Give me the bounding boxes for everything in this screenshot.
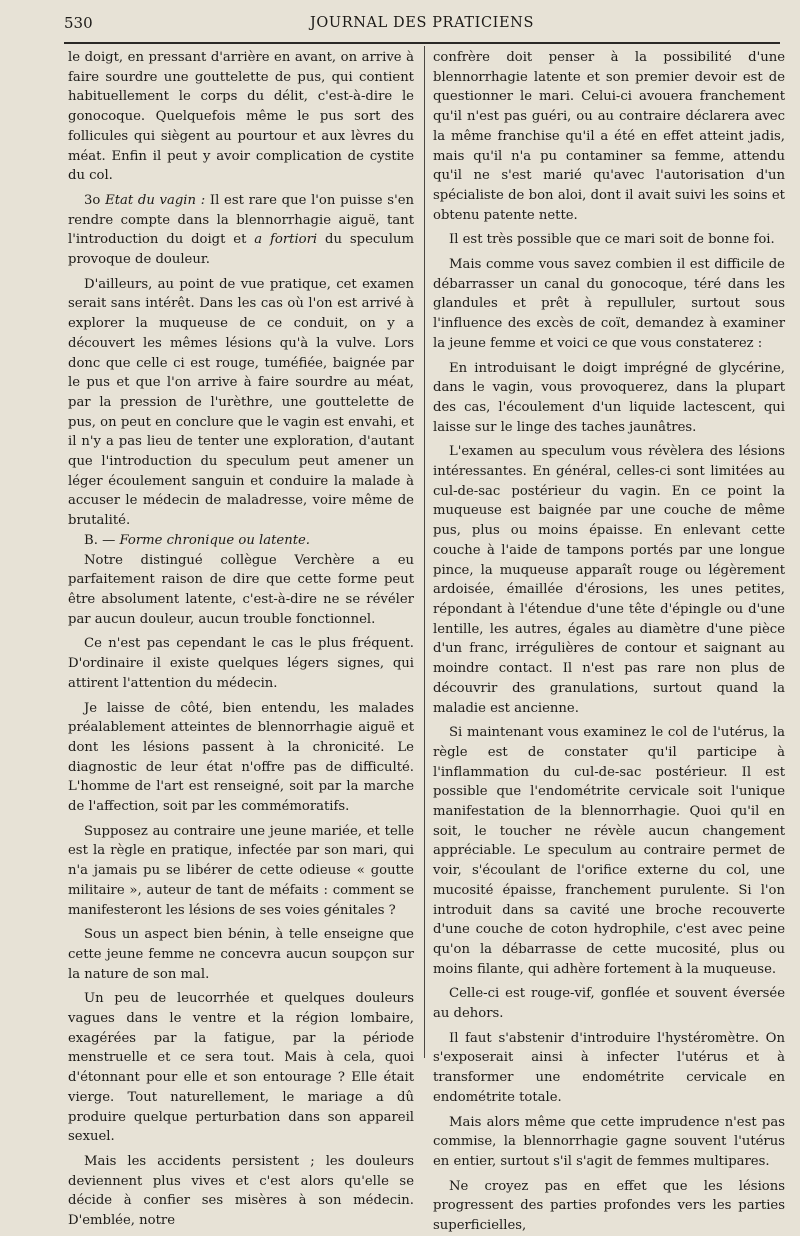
section-title: Forme chronique ou latente. [119, 532, 311, 548]
paragraph: Si maintenant vous examinez le col de l'utérus, la règle est de constater qu'il participe à l'inflammation du cul-de-sac postérieur. Il est possible que l'endométrite cervicale soit l'unique manifestation de la blennorrhagie. Quoi qu'il en soit, le toucher ne révèle aucun changement appréciable. Le speculum au contraire permet de voir, s'écoulant de l'orifice externe du col, une mucosité épaisse, franchement purulente. Si l'on introduit dans sa cavité une broche recouverte d'une couche de coton hydrophile, c'est avec peine qu'on la débarrasse de cette mucosité, plus ou moins filante, qui adhère fortement à la muqueuse. [433, 725, 785, 977]
paragraph: Un peu de leucorrhée et quelques douleurs vagues dans le ventre et la région lombaire, exagérées par la fatigue, par la période menstruelle et ce sera tout. Mais à cela, quoi d'étonnant pour elle et son entourage ? Elle était vierge. Tout naturellement, le mariage a dû produire quelque perturbation dans son appareil sexuel. [68, 991, 414, 1145]
paragraph: Mais comme vous savez combien il est difficile de débarrasser un canal du gonocoque, téré dans les glandules et prêt à repulluler, surtout sous l'influence des excès de coït, demandez à examiner la jeune femme et voici ce que vous constaterez : [433, 257, 785, 351]
section-title-italic: Etat du vagin : [105, 192, 206, 208]
paragraph: confrère doit penser à la possibilité d'une blennorrhagie latente et son premier devoir est de questionner le mari. Celui-ci avouera franchement qu'il n'est pas guéri, ou au contraire déclarera avec la même franchise qu'il a été en effet atteint jadis, mais qu'il n'a pu contaminer sa femme, attendu qu'il ne s'est marié qu'avec l'autorisation d'un spécialiste de bon aloi, dont il avait suivi les soins et obtenu patente nette. [433, 50, 785, 223]
paragraph-text: du speculum provoque de douleur. [68, 232, 414, 268]
right-column [433, 48, 785, 1236]
paragraph-text: Il est rare que l'on puisse s'en rendre compte dans la blennorrhagie aiguë, tant l'introduction du doigt et [68, 192, 414, 248]
column-divider [424, 46, 425, 1058]
paragraph-vagin [68, 191, 414, 270]
paragraph: Ne croyez pas en effet que les lésions progressent des parties profondes vers les parties superficielles, [433, 1178, 785, 1234]
paragraph: Il faut s'abstenir d'introduire l'hystéromètre. On s'exposerait ainsi à infecter l'utérus et à transformer une endométrite cervicale en endométrite totale. [433, 1030, 785, 1105]
paragraph: L'examen au speculum vous révèlera des lésions intéressantes. En général, celles-ci sont limitées au cul-de-sac postérieur du vagin. En ce point la muqueuse est baignée par une couche de même pus, plus ou moins épaisse. En enlevant cette couche à l'aide de tampons portés par une longue pince, la muqueuse apparaît rouge ou légèrement ardoisée, émaillée d'érosions, les unes petites, répondant à l'étendue d'une tête d'épingle ou d'une lentille, les autres, égales au diamètre d'une pièce d'un franc, irrégulières de contour et saignant au moindre contact. Il n'est pas rare non plus de découvrir des granulations, surtout quand la maladie est ancienne. [433, 444, 785, 716]
paragraph: le doigt, en pressant d'arrière en avant, on arrive à faire sourdre une gouttelette de pus, qui contient habituellement le corps du délit, c'est-à-dire le gonocoque. Quelquefois même le pus sort des follicules qui siègent au pourtour et aux lèvres du méat. Enfin il peut y avoir complication de cystite du col. [68, 50, 414, 184]
paragraph: Mais alors même que cette imprudence n'est pas commise, la blennorrhagie gagne souvent l'utérus en entier, surtout s'il s'agit de femmes multipares. [433, 1114, 785, 1169]
left-column [68, 48, 414, 1231]
paragraph: Mais les accidents persistent ; les douleurs deviennent plus vives et c'est alors qu'elle se décide à confier ses misères à son médecin. D'emblée, notre [68, 1153, 414, 1229]
paragraph: Celle-ci est rouge-vif, gonflée et souvent éversée au dehors. [433, 986, 785, 1022]
page-number: 530 [64, 14, 93, 32]
journal-title: JOURNAL DES PRATICIENS [310, 15, 534, 31]
paragraph: Ce n'est pas cependant le cas le plus fréquent. D'ordinaire il existe quelques légers signes, qui attirent l'attention du médecin. [68, 636, 414, 691]
paragraph: En introduisant le doigt imprégné de glycérine, dans le vagin, vous provoquerez, dans la plupart des cas, l'écoulement d'un liquide lactescent, qui laisse sur le linge des taches jaunâtres. [433, 360, 785, 435]
italic-phrase: a fortiori [254, 232, 318, 248]
paragraph: D'ailleurs, au point de vue pratique, cet examen serait sans intérêt. Dans les cas où l'on est arrivé à explorer la muqueuse de ce conduit, on y a découvert les mêmes lésions qu'à la vulve. Lors donc que celle ci est rouge, tuméfiée, baignée par le pus et que l'on arrive à faire sourdre au méat, par la pression de l'urèthre, une gouttelette de pus, on peut en conclure que le vagin est envahi, et il n'y a pas lieu de tenter une exploration, d'autant que l'introduction du speculum peut amener un léger écoulement sanguin et conduire la malade à accuser le médecin de maladresse, voire même de brutalité. [68, 276, 414, 529]
section-letter: B. — [84, 532, 116, 548]
paragraph: Supposez au contraire une jeune mariée, et telle est la règle en pratique, infectée par son mari, qui n'a jamais pu se libérer de cette odieuse « goutte militaire », auteur de tant de méfaits : comment se manifesteront les lésions de ses voies génitales ? [68, 823, 414, 918]
paragraph: Notre distingué collègue Verchère a eu parfaitement raison de dire que cette forme peut être absolument latente, c'est-à-dire ne se révéler par aucun douleur, aucun trouble fonctionnel. [68, 552, 414, 627]
section-number: 3o [84, 192, 101, 208]
paragraph: Je laisse de côté, bien entendu, les malades préalablement atteintes de blennorrhagie aiguë et dont les lésions passent à la chronicité. Le diagnostic de leur état n'offre pas de difficulté. L'homme de l'art est renseigné, soit par la marche de l'affection, soit par les commémoratifs. [68, 700, 414, 815]
paragraph: Il est très possible que ce mari soit de bonne foi. [449, 232, 775, 248]
page-header [64, 14, 780, 40]
header-rule [64, 42, 780, 44]
paragraph: Sous un aspect bien bénin, à telle enseigne que cette jeune femme ne concevra aucun soupçon sur la nature de son mal. [68, 927, 414, 982]
section-heading [68, 531, 414, 551]
